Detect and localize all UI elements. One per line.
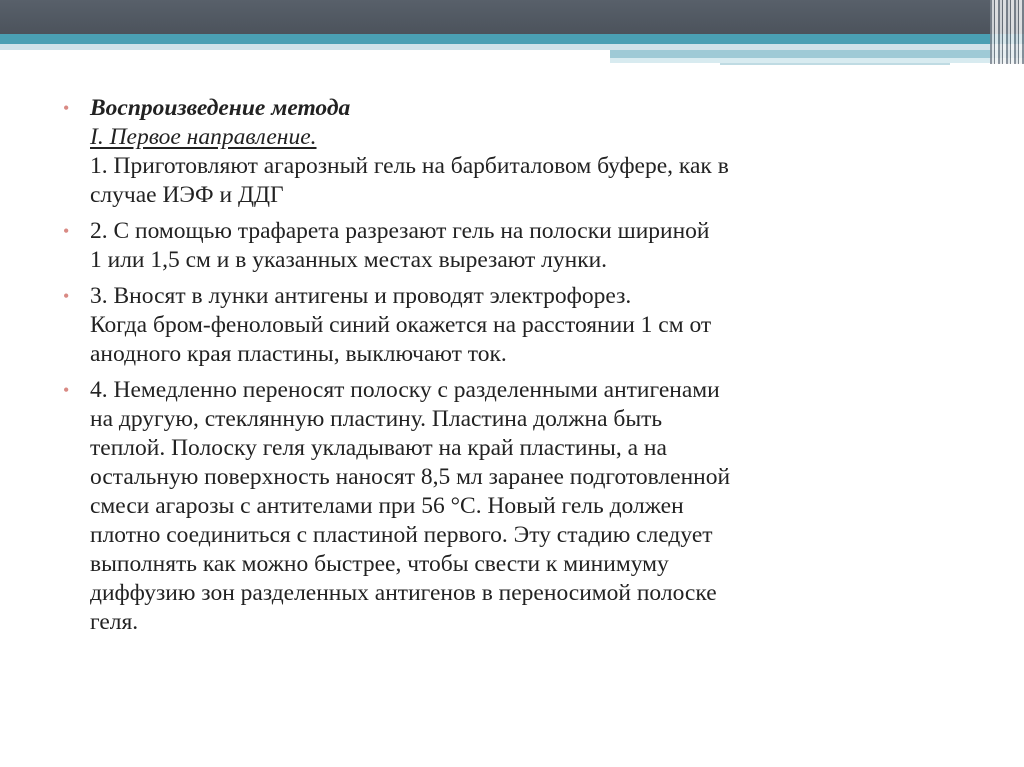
slide-content [60,94,960,644]
text-line: случае ИЭФ и ДДГ [90,182,284,208]
text-line: выполнять как можно быстрее, чтобы свести к минимуму [90,551,669,577]
text-line: плотно соединиться с пластиной первого. Эту стадию следует [90,522,713,548]
text-line: теплой. Полоску геля укладывают на край пластины, а на [90,435,667,461]
header-thin-line [720,63,950,65]
bullet-dot-icon: • [63,98,70,118]
text-line: Когда бром-феноловый синий окажется на расстоянии 1 см от [90,312,712,338]
header-stripes [990,0,1024,64]
text-line: 1. Приготовляют агарозный гель на барбиталовом буфере, как в [90,153,729,179]
text-line: 4. Немедленно переносят полоску с разделенными антигенами [90,377,720,403]
text-line: смеси агарозы с антителами при 56 °С. Новый гель должен [90,493,684,519]
text-line: геля. [90,609,139,635]
header-accent-bar [0,34,1024,44]
header-bar [0,0,1024,34]
bullet-dot-icon: • [63,380,70,400]
bullet-item-3 [60,282,960,369]
text-line: 1 или 1,5 см и в указанных местах вырезают лунки. [90,247,608,273]
text-line: 3. Вносят в лунки антигены и проводят электрофорез. [90,283,632,309]
slide-heading: Воспроизведение метода [90,95,351,121]
text-line: на другую, стеклянную пластину. Пластина должна быть [90,406,663,432]
bullet-item-4 [60,376,960,637]
bullet-item-2 [60,217,960,275]
bullet-dot-icon: • [63,286,70,306]
text-line: анодного края пластины, выключают ток. [90,341,507,367]
bullet-dot-icon: • [63,221,70,241]
text-line: остальную поверхность наносят 8,5 мл заранее подготовленной [90,464,731,490]
section-subheading: I. Первое направление. [90,124,317,150]
header-light-band-right [610,50,1024,58]
text-line: диффузию зон разделенных антигенов в переносимой полоске [90,580,717,606]
bullet-item-1 [60,94,960,210]
text-line: 2. С помощью трафарета разрезают гель на полоски шириной [90,218,710,244]
